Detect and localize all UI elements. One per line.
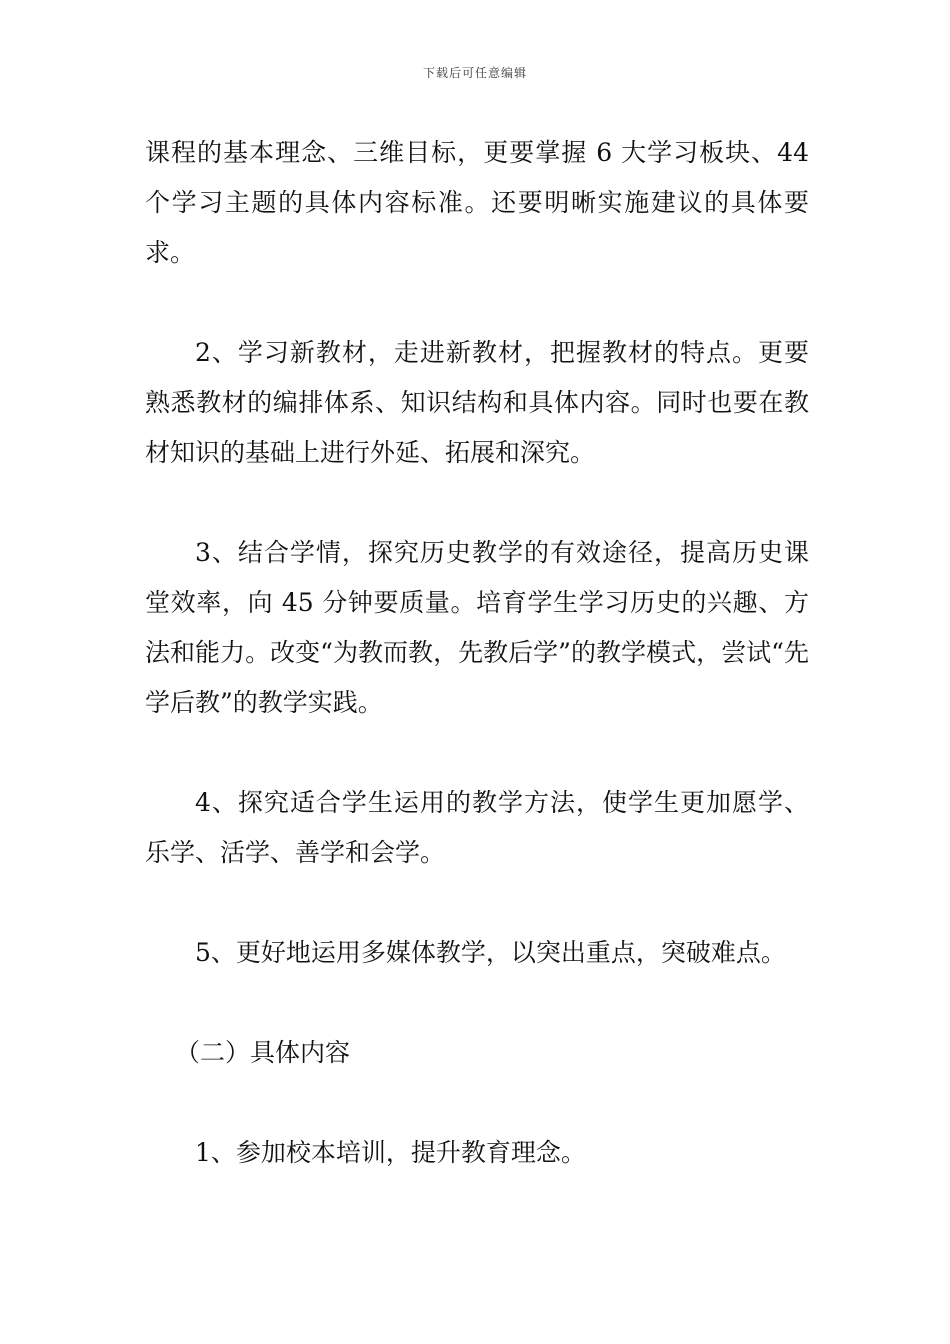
paragraph-item-5: 5、更好地运用多媒体教学，以突出重点，突破难点。: [195, 938, 786, 967]
document-body: [145, 128, 809, 1178]
paragraph-item-3: 3、结合学情，探究历史教学的有效途径，提高历史课堂效率，向 45 分钟要质量。培育学生学习历史的兴趣、方法和能力。改变“为教而教，先教后学”的教学模式，尝试“先学后教”的教学实践。: [145, 538, 809, 717]
paragraph-curriculum-concepts: 课程的基本理念、三维目标，更要掌握 6 大学习板块、44 个学习主题的具体内容标准。还要明晰实施建议的具体要求。: [145, 138, 809, 267]
paragraph-content-item-1: 1、参加校本培训，提升教育理念。: [195, 1138, 586, 1167]
paragraph-item-2: 2、学习新教材，走进新教材，把握教材的特点。更要熟悉教材的编排体系、知识结构和具体内容。同时也要在教材知识的基础上进行外延、拓展和深究。: [145, 338, 809, 467]
paragraph-item-4: 4、探究适合学生运用的教学方法，使学生更加愿学、乐学、活学、善学和会学。: [145, 788, 809, 867]
page-header: 下载后可任意编辑: [422, 66, 527, 80]
section-heading: （二）具体内容: [175, 1038, 351, 1067]
